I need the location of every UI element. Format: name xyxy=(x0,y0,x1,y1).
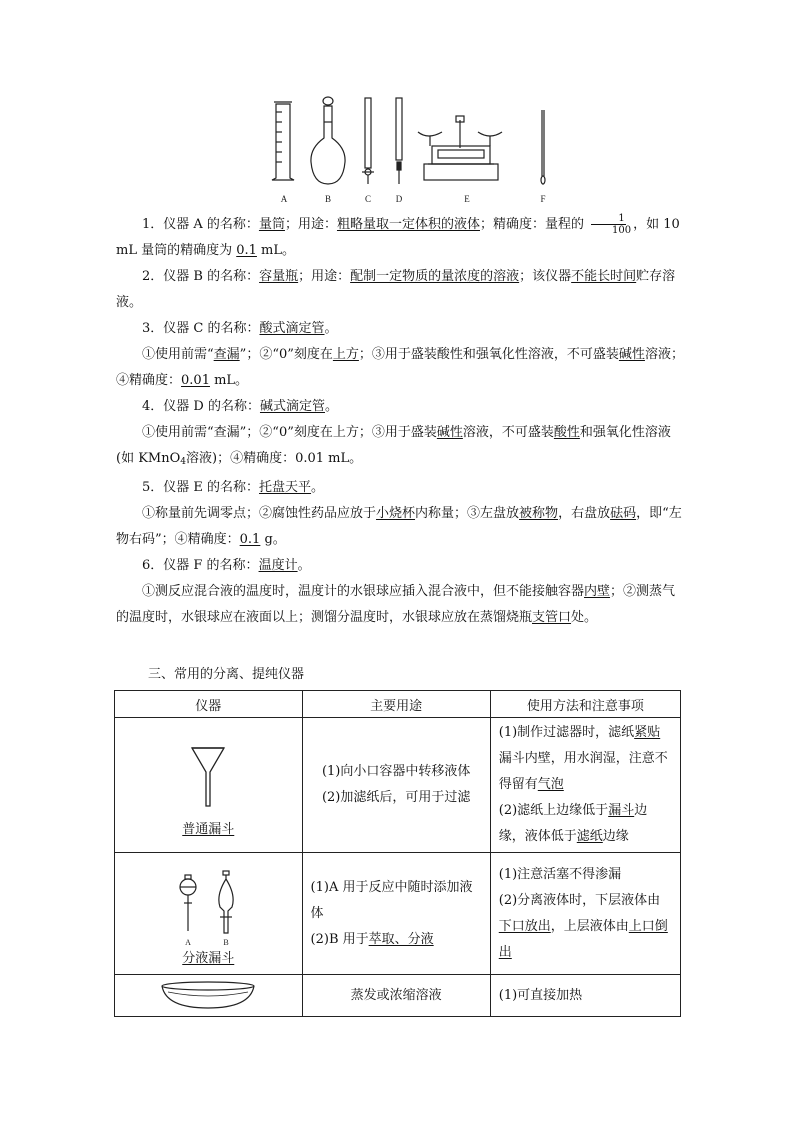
evaporating-dish-cell xyxy=(115,975,303,1017)
funnel-label-a: A xyxy=(185,938,192,947)
funnel-cell xyxy=(115,718,303,853)
instrument-e-title: 5．仪器 E 的名称：托盘天平。 xyxy=(142,480,325,495)
table-header: 主要用途 xyxy=(302,691,490,718)
graduated-cylinder-icon xyxy=(272,102,294,180)
instrument-a-paragraph: 1．仪器 A 的名称：量筒；用途：粗略量取一定体积的液体；精确度：量程的 $\frac{1}{100}$ ，如 10 mL 量筒的精确度为 0.1 mL。 xyxy=(116,213,680,258)
instrument-d-details: ①使用前需“查漏”；②“0”刻度在上方；③用于盛装碱性溶液，不可盛装酸性和强氧化性溶液(如 KMnO$_4$溶液)；④精确度：0.01 mL。 xyxy=(116,425,671,467)
instrument-b-name: 容量瓶 xyxy=(259,269,299,284)
figure-label-c: C xyxy=(364,194,372,204)
thermometer-icon xyxy=(541,110,545,184)
figure-label-e: E xyxy=(464,194,470,204)
separatory-funnel-cell xyxy=(115,853,303,975)
instrument-a-precision: 0.1 xyxy=(236,243,257,258)
section-title: 三、常用的分离、提纯仪器 xyxy=(148,667,305,682)
funnel-name: 普通漏斗 xyxy=(182,821,235,837)
instrument-descriptions xyxy=(116,212,686,631)
instrument-b-use: 配制一定物质的量浓度的溶液 xyxy=(350,269,520,284)
table-header: 使用方法和注意事项 xyxy=(490,691,680,718)
instrument-d-title: 4．仪器 D 的名称：碱式滴定管。 xyxy=(142,399,338,414)
figure-label-b: B xyxy=(324,194,332,204)
table-header-row xyxy=(115,691,681,718)
instrument-b-paragraph: 2．仪器 B 的名称：容量瓶；用途：配制一定物质的量浓度的溶液；该仪器不能长时间贮存溶液。 xyxy=(116,269,676,310)
balance-icon xyxy=(418,116,502,180)
instrument-d-name: 碱式滴定管 xyxy=(259,399,325,414)
table-row: 普通漏斗 (1)向小口容器中转移液体 (2)加滤纸后，可用于过滤 (1)制作过滤器时，滤纸紧贴漏斗内壁，用水润湿，注意不得留有气泡 (2)滤纸上边缘低于漏斗边缘，液体低于滤纸边缘 xyxy=(115,718,681,853)
instrument-c-title: 3．仪器 C 的名称：酸式滴定管。 xyxy=(142,321,338,336)
instrument-a-name: 量筒 xyxy=(258,217,285,232)
table-row: 蒸发或浓缩溶液 (1)可直接加热 xyxy=(115,975,681,1017)
funnel-label-b: B xyxy=(223,938,229,947)
instrument-e-name: 托盘天平 xyxy=(259,480,312,495)
base-burette-icon xyxy=(396,98,402,184)
instrument-e-details: ①称量前先调零点；②腐蚀性药品应放于小烧杯内称量；③左盘放被称物，右盘放砝码，即“左物右码”；④精确度：0.1 g。 xyxy=(116,506,682,547)
funnel-icon xyxy=(188,744,228,808)
separatory-funnel-icon xyxy=(168,867,248,947)
separation-instruments-table xyxy=(114,690,681,1017)
figure-label-f: F xyxy=(540,194,546,204)
volumetric-flask-icon xyxy=(311,97,345,184)
separatory-funnel-name: 分液漏斗 xyxy=(182,951,235,966)
instrument-f-details: ①测反应混合液的温度时，温度计的水银球应插入混合液中，但不能接触容器内壁；②测蒸气的温度时，水银球应在液面以上；测馏分温度时，水银球应放在蒸馏烧瓶支管口处。 xyxy=(116,584,676,625)
fraction: $\frac{1}{100}$ xyxy=(585,213,632,236)
figure-label-d: D xyxy=(395,194,403,204)
instrument-drawing xyxy=(262,92,562,212)
table-header: 仪器 xyxy=(115,691,303,718)
acid-burette-icon xyxy=(362,98,374,184)
instrument-figure xyxy=(262,92,562,212)
table-row: A B 分液漏斗 (1)A 用于反应中随时添加液体 (2)B 用于萃取、分液 (1)注意活塞不得渗漏 (2)分离液体时，下层液体由下口放出，上层液体由上口倒出 xyxy=(115,853,681,975)
instrument-f-name: 温度计 xyxy=(258,558,298,573)
instrument-f-title: 6．仪器 F 的名称：温度计。 xyxy=(142,558,311,573)
instrument-c-name: 酸式滴定管 xyxy=(259,321,325,336)
figure-label-a: A xyxy=(280,194,288,204)
evaporating-dish-icon xyxy=(158,980,258,1012)
instrument-c-details: ①使用前需“查漏”；②“0”刻度在上方；③用于盛装酸性和强氧化性溶液，不可盛装碱性溶液；④精确度：0.01 mL。 xyxy=(116,347,684,388)
instrument-a-use: 粗略量取一定体积的液体 xyxy=(336,217,480,232)
